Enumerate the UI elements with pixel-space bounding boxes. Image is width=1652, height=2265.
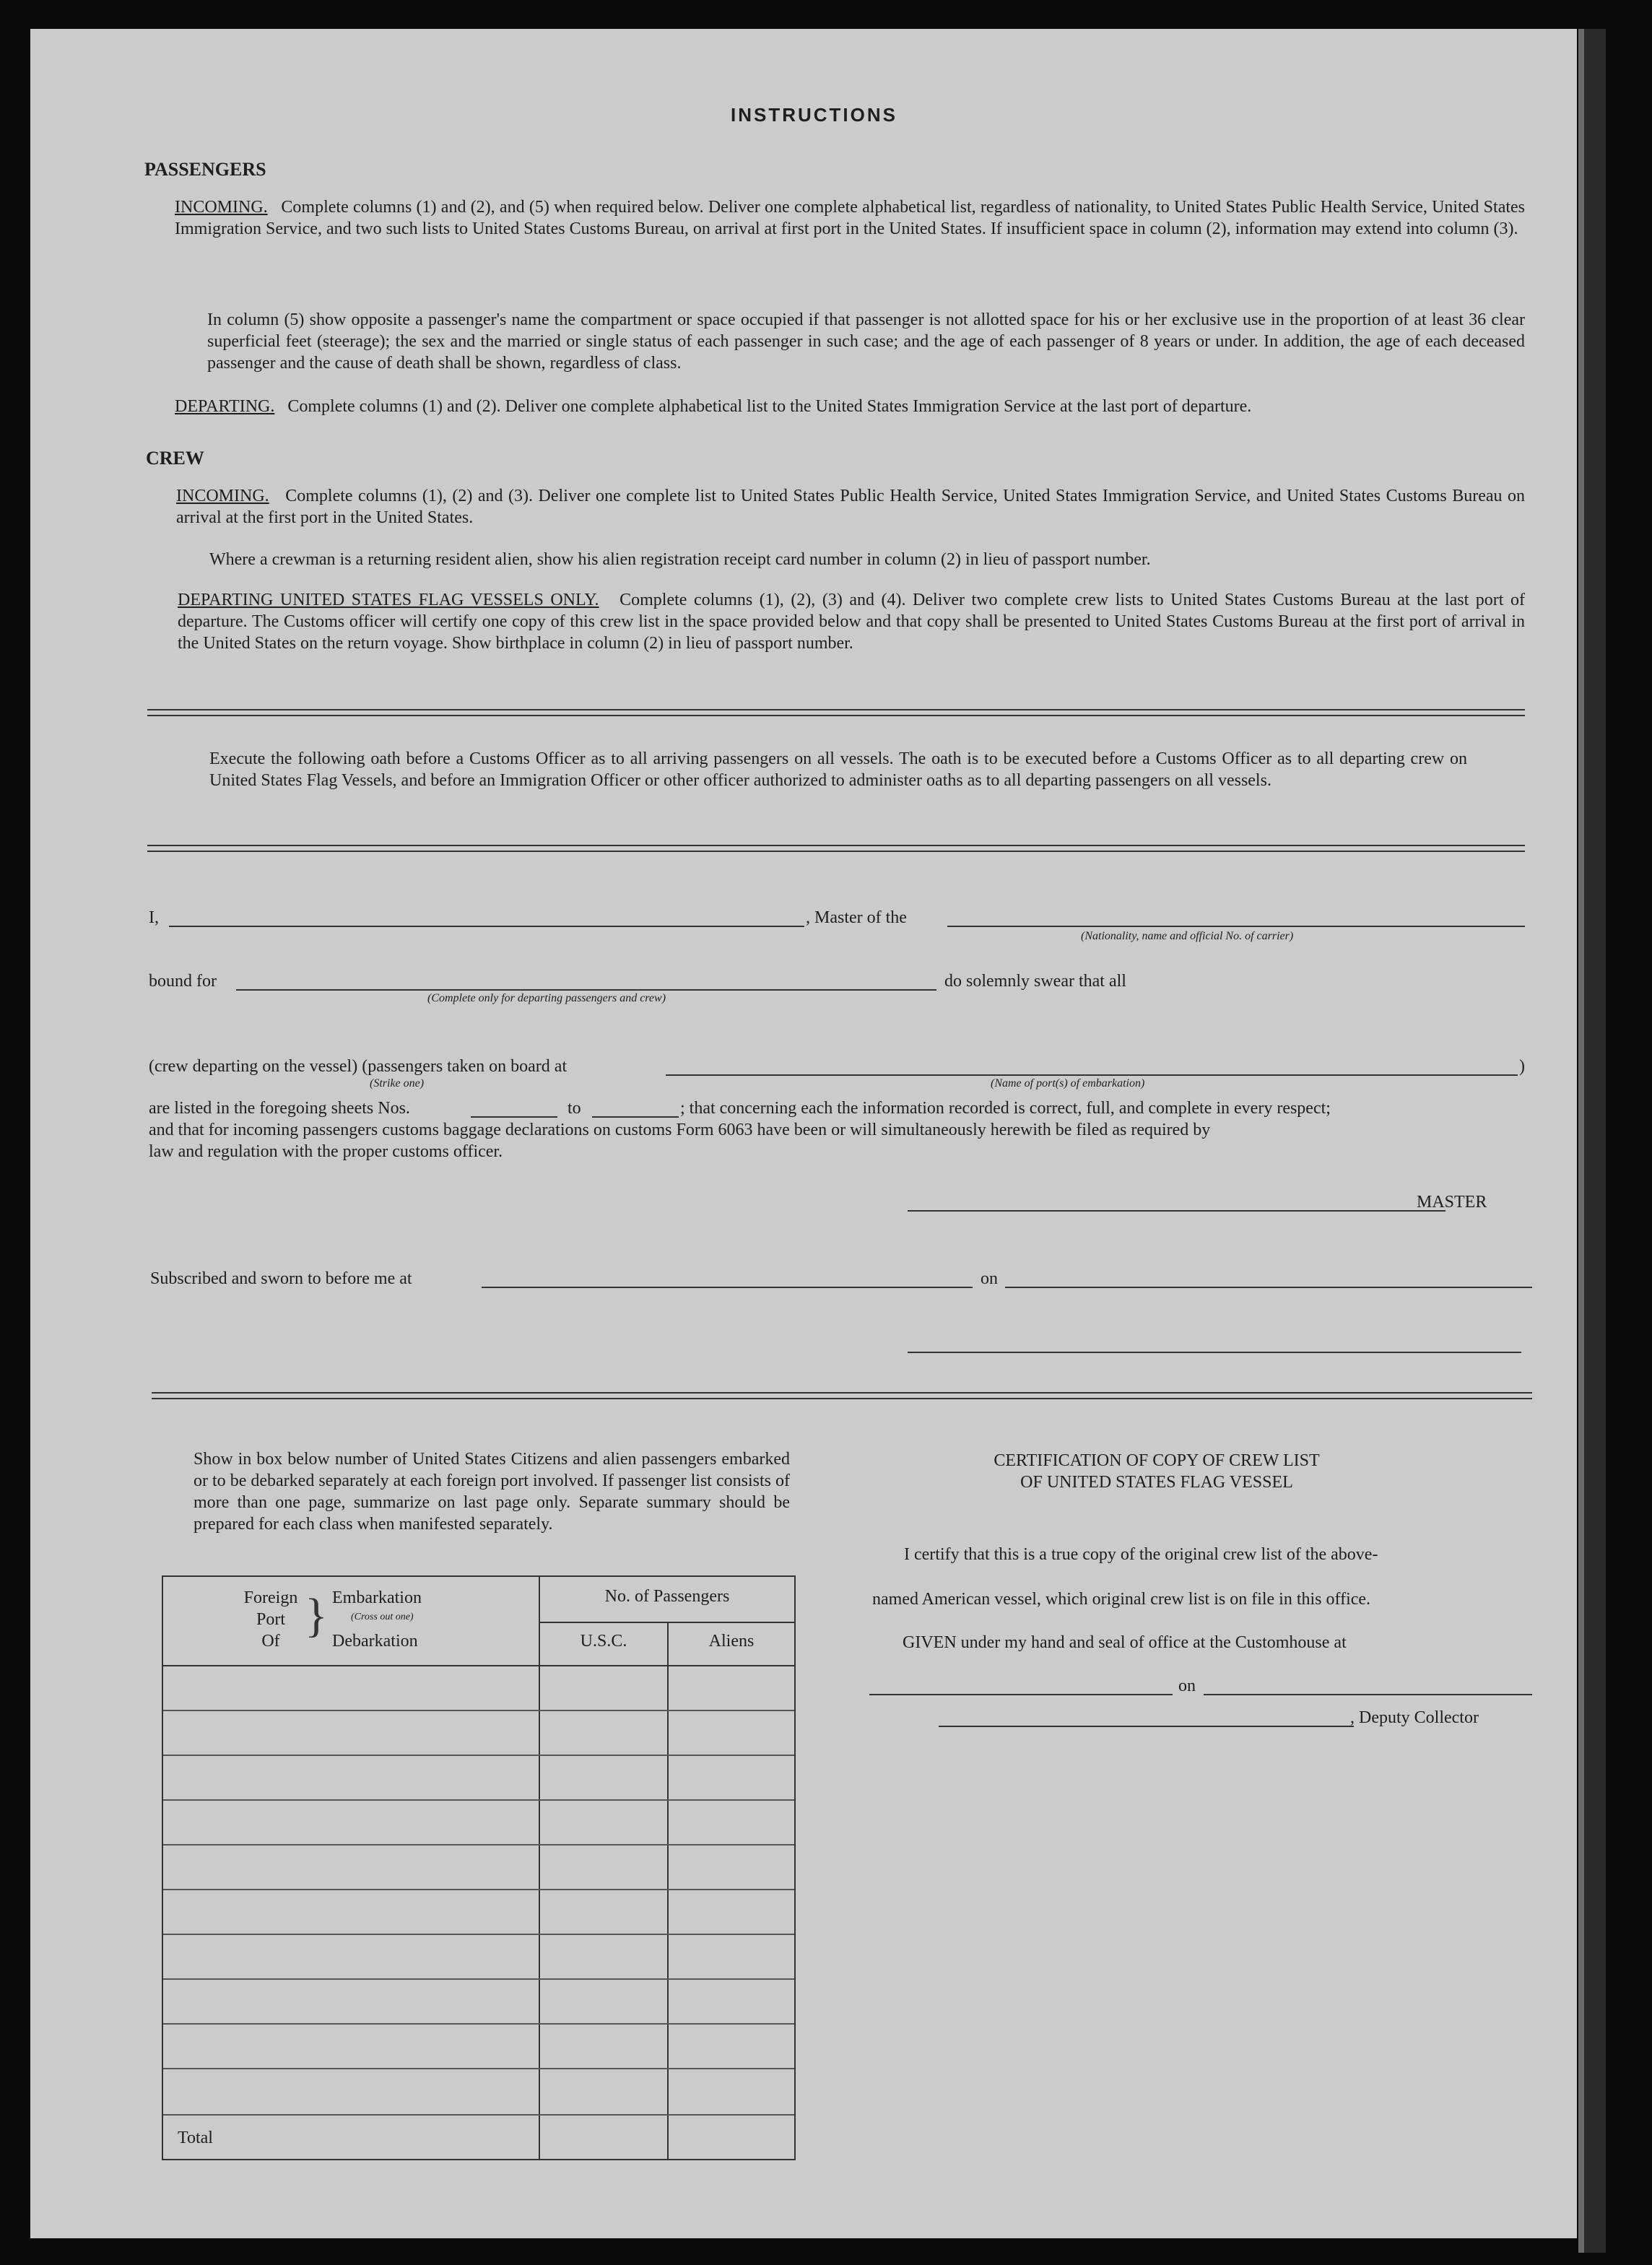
- passenger-summary-table: [162, 1575, 796, 2160]
- master-label: MASTER: [1417, 1193, 1487, 1212]
- deputy-signature-field[interactable]: [939, 1726, 1354, 1727]
- passengers-departing-label: DEPARTING.: [175, 397, 275, 416]
- oath-i-label: I,: [149, 908, 159, 927]
- oath-line2: and that for incoming passengers customs baggage declarations on customs Form 6063 have been or will simultaneously herewith be filed as required by: [149, 1121, 1211, 1139]
- listed-rest: ; that concerning each the information recorded is correct, full, and complete in every respect;: [680, 1099, 1331, 1118]
- bound-for-field[interactable]: [236, 989, 936, 991]
- oath-line3: law and regulation with the proper customs officer.: [149, 1142, 503, 1161]
- given-line: GIVEN under my hand and seal of office at the Customhouse at: [903, 1633, 1347, 1652]
- sheet-from-field[interactable]: [471, 1116, 557, 1118]
- certify-line2: named American vessel, which original crew list is on file in this office.: [872, 1590, 1371, 1609]
- certification-date-field[interactable]: [1204, 1694, 1532, 1695]
- embarkation-ports-field[interactable]: [666, 1074, 1518, 1076]
- no-of-passengers-header: No. of Passengers: [604, 1587, 730, 1606]
- carrier-caption: (Nationality, name and official No. of carrier): [1081, 930, 1294, 942]
- table-header-rule: [163, 1665, 794, 1666]
- close-paren: ): [1519, 1057, 1525, 1076]
- sworn-date-field[interactable]: [1005, 1287, 1532, 1288]
- divider: [147, 845, 1525, 852]
- brace-glyph: }: [305, 1589, 328, 1642]
- sheet-to-field[interactable]: [592, 1116, 679, 1118]
- aliens-header: Aliens: [708, 1632, 755, 1651]
- certification-on-label: on: [1178, 1677, 1196, 1695]
- certify-line1: I certify that this is a true copy of the original crew list of the above-: [904, 1545, 1378, 1564]
- crew-passengers-label: (crew departing on the vessel) (passengers taken on board at: [149, 1057, 568, 1076]
- summary-intro: Show in box below number of United States Citizens and alien passengers embarked or to be debarked separately at each foreign port involved. If passenger list consists of more than one page, summarize on last page only. Separate summary should be prepared for each class when manifested separately.: [194, 1450, 790, 1534]
- crew-incoming-text: Complete columns (1), (2) and (3). Deliver one complete list to United States Public Health Service, United States Immigration Service, and United States Customs Bureau on arrival at the first port in the United States.: [176, 487, 1526, 527]
- crew-heading: CREW: [146, 448, 204, 469]
- sworn-place-field[interactable]: [482, 1287, 973, 1288]
- crew-incoming-paragraph: [176, 485, 1525, 529]
- swear-label: do solemnly swear that all: [944, 972, 1126, 991]
- embarkation-header[interactable]: Embarkation: [332, 1588, 422, 1607]
- passengers-heading: PASSENGERS: [144, 159, 266, 180]
- oath-intro: Execute the following oath before a Customs Officer as to all arriving passengers on all vessels. The oath is to be executed before a Customs Officer as to all departing crew on United States Flag Vessels, and before an Immigration Officer or other officer authorized to administer oaths as to all departing passengers on all vessels.: [209, 749, 1467, 790]
- passengers-incoming-label: INCOMING.: [175, 198, 268, 217]
- master-name-field[interactable]: [169, 926, 804, 927]
- crew-resident-paragraph: Where a crewman is a returning resident alien, show his alien registration receipt card number in column (2) in lieu of passport number.: [209, 550, 1151, 569]
- passengers-incoming-paragraph: [175, 196, 1525, 240]
- passengers-departing-text: Complete columns (1) and (2). Deliver one complete alphabetical list to the United States Immigration Service at the last port of departure.: [287, 397, 1252, 416]
- form-page: [30, 29, 1577, 2238]
- to-label: to: [568, 1099, 581, 1118]
- foreign-port-of-header: Foreign Port Of: [243, 1588, 298, 1651]
- scan-margin-line: [1578, 29, 1584, 2253]
- customhouse-field[interactable]: [869, 1694, 1173, 1695]
- bound-for-label: bound for: [149, 972, 217, 991]
- crew-departing-label: DEPARTING UNITED STATES FLAG VESSELS ONLY.: [178, 591, 599, 609]
- crew-departing-paragraph: [178, 589, 1525, 654]
- carrier-field[interactable]: [947, 926, 1525, 927]
- passengers-column5-paragraph: In column (5) show opposite a passenger's name the compartment or space occupied if that passenger is not allotted space for his or her exclusive use in the proportion of at least 36 clear superficial feet (steerage); the sex and the married or single status of each passenger in such case; and the age of each passenger of 8 years or under. In addition, the age of each deceased passenger and the cause of death shall be shown, regardless of class.: [207, 310, 1525, 373]
- deputy-collector-label: , Deputy Collector: [1350, 1708, 1479, 1727]
- crew-departing-text: Complete columns (1), (2), (3) and (4). Deliver two complete crew lists to United States Customs Bureau at the last port of departure. The Customs officer will certify one copy of this crew list in the space provided below and that copy shall be presented to United States Customs Bureau at the first port of arrival in the United States on the return voyage. Show birthplace in column (2) in lieu of passport number.: [178, 591, 1525, 653]
- passengers-departing-paragraph: [175, 396, 1525, 417]
- officer-signature-field[interactable]: [908, 1352, 1521, 1353]
- master-of-the-label: , Master of the: [806, 908, 907, 927]
- total-label: Total: [178, 2129, 213, 2147]
- passengers-incoming-text: Complete columns (1) and (2), and (5) when required below. Deliver one complete alphabetical list, regardless of nationality, to United States Public Health Service, United States Immigration Service, and two such lists to United States Customs Bureau, on arrival at first port in the United States. If insufficient space in column (2), information may extend into column (3).: [175, 198, 1526, 238]
- scan-dark-edge: [1584, 29, 1606, 2253]
- strike-one-caption: (Strike one): [370, 1077, 425, 1090]
- debarkation-header[interactable]: Debarkation: [332, 1632, 418, 1651]
- divider: [147, 709, 1525, 716]
- divider: [152, 1392, 1532, 1399]
- listed-prefix: are listed in the foregoing sheets Nos.: [149, 1099, 410, 1118]
- bound-for-caption: (Complete only for departing passengers and crew): [427, 992, 666, 1004]
- subscribed-label: Subscribed and sworn to before me at: [150, 1269, 412, 1288]
- sworn-on-label: on: [981, 1269, 998, 1288]
- cross-out-caption: (Cross out one): [351, 1612, 414, 1622]
- page-title: INSTRUCTIONS: [731, 104, 897, 126]
- usc-header: U.S.C.: [580, 1632, 627, 1651]
- ports-caption: (Name of port(s) of embarkation): [991, 1077, 1145, 1090]
- crew-incoming-label: INCOMING.: [176, 487, 269, 505]
- certification-title: CERTIFICATION OF COPY OF CREW LIST OF UNITED STATES FLAG VESSEL: [994, 1451, 1320, 1492]
- master-signature-field[interactable]: [908, 1210, 1446, 1212]
